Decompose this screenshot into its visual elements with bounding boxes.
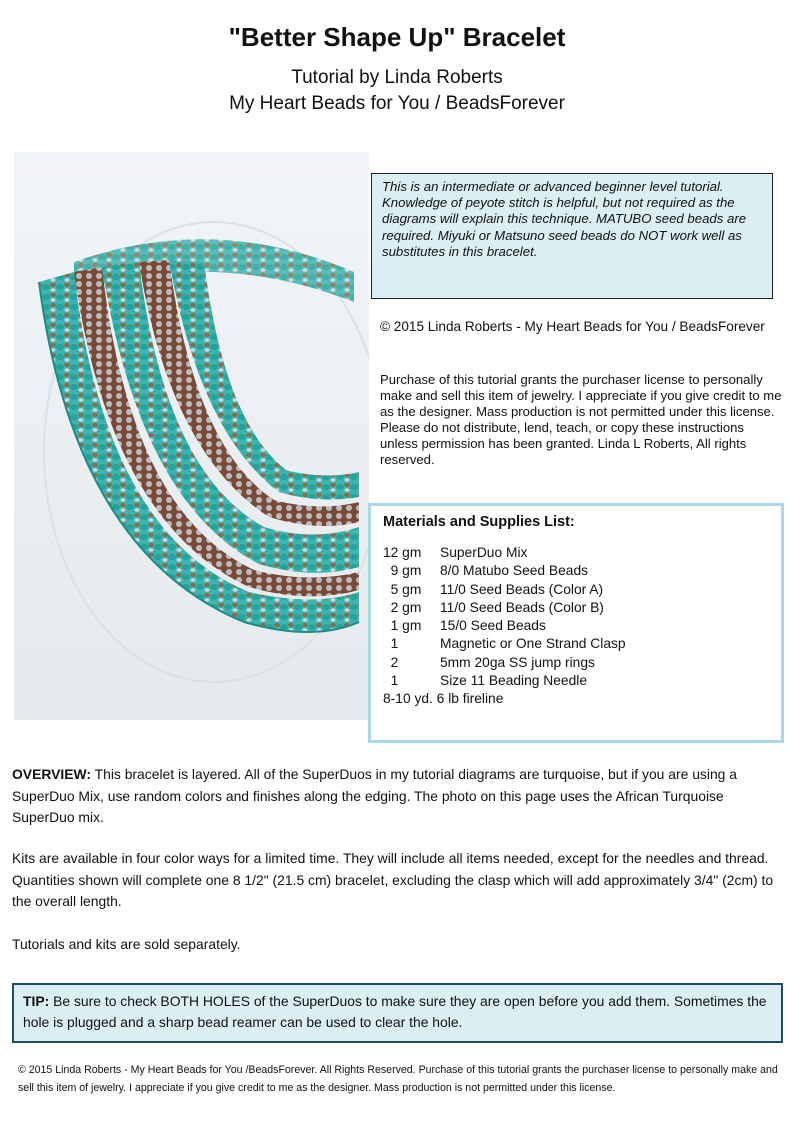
material-item: Size 11 Beading Needle <box>440 673 588 689</box>
material-row <box>383 672 769 690</box>
material-item: 8/0 Matubo Seed Beads <box>440 563 589 579</box>
material-qty: 5 gm <box>383 581 422 597</box>
material-qty: 9 gm <box>383 563 422 579</box>
material-row <box>383 617 769 635</box>
material-item: Magnetic or One Strand Clasp <box>440 636 626 652</box>
bracelet-photo <box>14 152 369 720</box>
material-row <box>383 635 769 653</box>
materials-heading: Materials and Supplies List: <box>383 514 575 530</box>
subtitle-author: Tutorial by Linda Roberts <box>291 67 503 88</box>
material-qty: 1 <box>383 636 399 652</box>
overview-label: OVERVIEW: <box>12 766 91 782</box>
materials-box <box>368 503 784 743</box>
material-row <box>383 581 769 599</box>
level-note-box: This is an intermediate or advanced beginner level tutorial. Knowledge of peyote stitch is helpful, but not required as the diagrams will explain this technique. MATUBO seed beads are required. Miyuki or Matsuno seed beads do NOT work well as substitutes in this bracelet. <box>371 173 773 299</box>
license-text: Purchase of this tutorial grants the purchaser license to personally make and sell this item of jewelry. I appreciate if you give credit to me as the designer. Mass production is not permitted under this license. Please do not distribute, lend, teach, or copy these instructions unless permission has been granted. Linda L Roberts, All rights reserved. <box>380 372 782 467</box>
material-row <box>383 562 769 580</box>
subtitle-shop: My Heart Beads for You / BeadsForever <box>229 93 565 114</box>
material-item: 15/0 Seed Beads <box>440 618 546 634</box>
material-item: 11/0 Seed Beads (Color B) <box>440 599 604 615</box>
material-row <box>383 544 769 562</box>
material-row <box>383 654 769 672</box>
sold-separately-note: Tutorials and kits are sold separately. <box>12 936 241 952</box>
tip-label: TIP: <box>23 993 50 1009</box>
page-title: "Better Shape Up" Bracelet <box>228 22 566 52</box>
kits-paragraph: Kits are available in four color ways for a limited time. They will include all items needed, except for the needles and thread. Quantities shown will complete one 8 1/2" (21.5 cm) bracelet, excluding the clasp which will add approximately 3/4" (2cm) to the overall length. <box>12 850 774 909</box>
material-item: 11/0 Seed Beads (Color A) <box>440 581 604 597</box>
material-qty: 2 gm <box>383 599 422 615</box>
tip-box <box>12 983 783 1043</box>
material-qty: 1 gm <box>383 618 422 634</box>
footer-copyright: © 2015 Linda Roberts - My Heart Beads for You /BeadsForever. All Rights Reserved. Purchase of this tutorial grants the purchaser license to personally make and sell this item of jewelry. I appreciate if you give credit to me as the designer. Mass production is not permitted under this license. <box>18 1064 778 1095</box>
overview-text: This bracelet is layered. All of the SuperDuos in my tutorial diagrams are turquoise, but if you are using a SuperDuo Mix, use random colors and finishes along the edging. The photo on this page uses the African Turquoise SuperDuo mix. <box>12 766 737 825</box>
material-qty: 1 <box>383 673 399 689</box>
overview-paragraph <box>12 764 787 829</box>
material-qty: 2 <box>383 654 399 670</box>
tip-text: Be sure to check BOTH HOLES of the SuperDuos to make sure they are open before you add them. Sometimes the hole is plugged and a sharp bead reamer can be used to clear the hole. <box>23 993 767 1030</box>
material-row <box>383 599 769 617</box>
material-qty: 12 gm <box>383 545 422 560</box>
material-item: 5mm 20ga SS jump rings <box>440 654 595 670</box>
material-item: SuperDuo Mix <box>440 545 528 560</box>
material-fireline: 8-10 yd. 6 lb fireline <box>383 691 504 707</box>
copyright-line: © 2015 Linda Roberts - My Heart Beads for You / BeadsForever <box>380 319 765 334</box>
